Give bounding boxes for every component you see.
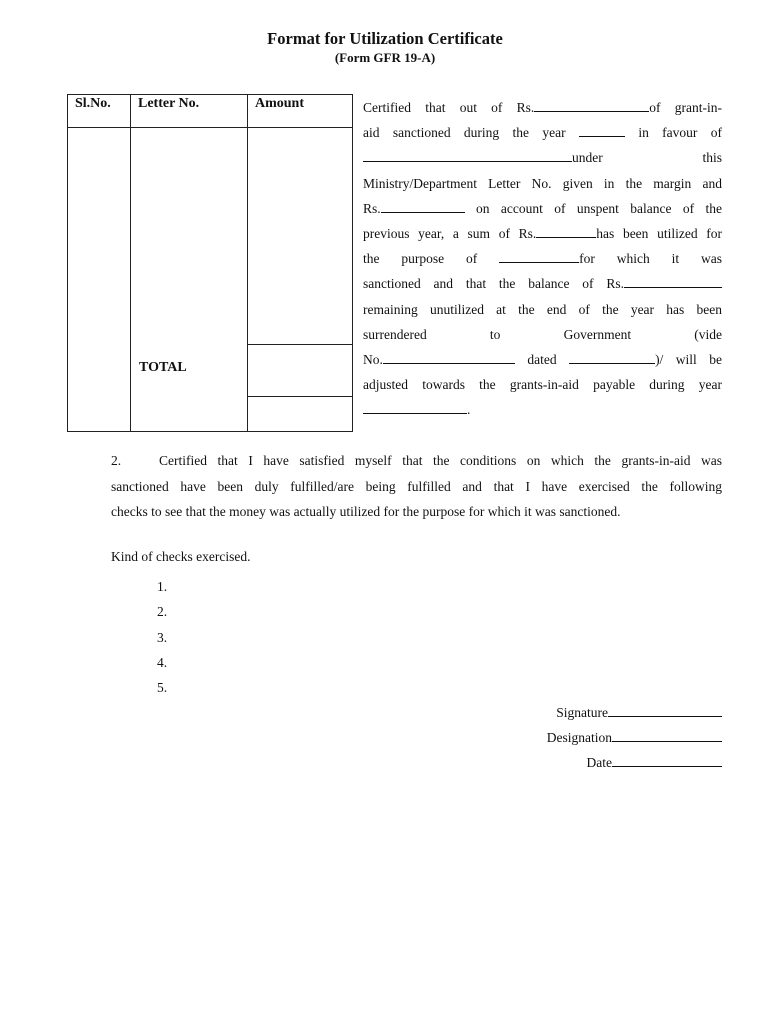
form-title: Format for Utilization Certificate bbox=[267, 29, 503, 48]
checks-list bbox=[157, 574, 167, 700]
signature-field[interactable]: Signature bbox=[547, 700, 722, 725]
check-item: 5. bbox=[157, 680, 168, 696]
check-item: 1. bbox=[157, 579, 168, 594]
total-label: TOTAL bbox=[139, 360, 187, 375]
certificate-line: No. dated )/ will be bbox=[363, 351, 722, 367]
certificate-line: remaining unutilized at the end of the year has been bbox=[363, 301, 722, 317]
certificate-line: sanctioned and that the balance of Rs. bbox=[363, 271, 722, 296]
certificate-line: . bbox=[363, 397, 722, 422]
column-header-letter-no: Letter No. bbox=[131, 95, 248, 128]
section-2-line: sanctioned have been duly fulfilled/are being fulfilled and that I have exercised the following bbox=[111, 478, 722, 494]
sl-no-cell[interactable] bbox=[68, 128, 131, 432]
certificate-line: Rs. on account of unspent balance of the bbox=[363, 200, 722, 216]
certificate-line: under this bbox=[363, 145, 722, 170]
amount-final-cell[interactable] bbox=[248, 397, 353, 432]
certificate-line: aid sanctioned during the year in favour of bbox=[363, 125, 723, 141]
signature-block bbox=[547, 700, 722, 775]
check-item: 2. bbox=[157, 604, 168, 620]
check-item: 3. bbox=[157, 629, 168, 645]
section-2-paragraph bbox=[111, 448, 722, 525]
date-field[interactable]: Date bbox=[547, 750, 722, 775]
form-subtitle: (Form GFR 19-A) bbox=[334, 50, 436, 65]
amount-total-cell[interactable] bbox=[248, 345, 353, 397]
certificate-line: Certified that out of Rs. of grant-in- bbox=[363, 100, 722, 115]
section-number: 2. bbox=[111, 453, 122, 468]
utilization-table bbox=[67, 94, 353, 432]
certificate-line: surrendered to Government (vide bbox=[363, 326, 723, 342]
section-2-line: 2. Certified that I have satisfied myself that the conditions on which the grants-in-aid was bbox=[111, 448, 722, 474]
certificate-line: previous year, a sum of Rs. has been utilized for bbox=[363, 225, 722, 241]
certificate-line: Ministry/Department Letter No. given in the margin and bbox=[363, 175, 722, 191]
letter-no-cell[interactable] bbox=[131, 128, 248, 432]
column-header-sl-no: Sl.No. bbox=[68, 95, 131, 128]
column-header-amount: Amount bbox=[248, 95, 353, 128]
certificate-line: adjusted towards the grants-in-aid payable during year bbox=[363, 377, 722, 393]
checks-title: Kind of checks exercised. bbox=[111, 549, 251, 564]
amount-cell[interactable] bbox=[248, 128, 353, 345]
certificate-paragraph bbox=[363, 95, 722, 422]
section-2-line: checks to see that the money was actually utilized for the purpose for which it was sanctioned. bbox=[111, 504, 621, 519]
certificate-line: the purpose of for which it was bbox=[363, 251, 723, 267]
designation-field[interactable]: Designation bbox=[547, 725, 722, 750]
check-item: 4. bbox=[157, 654, 168, 670]
